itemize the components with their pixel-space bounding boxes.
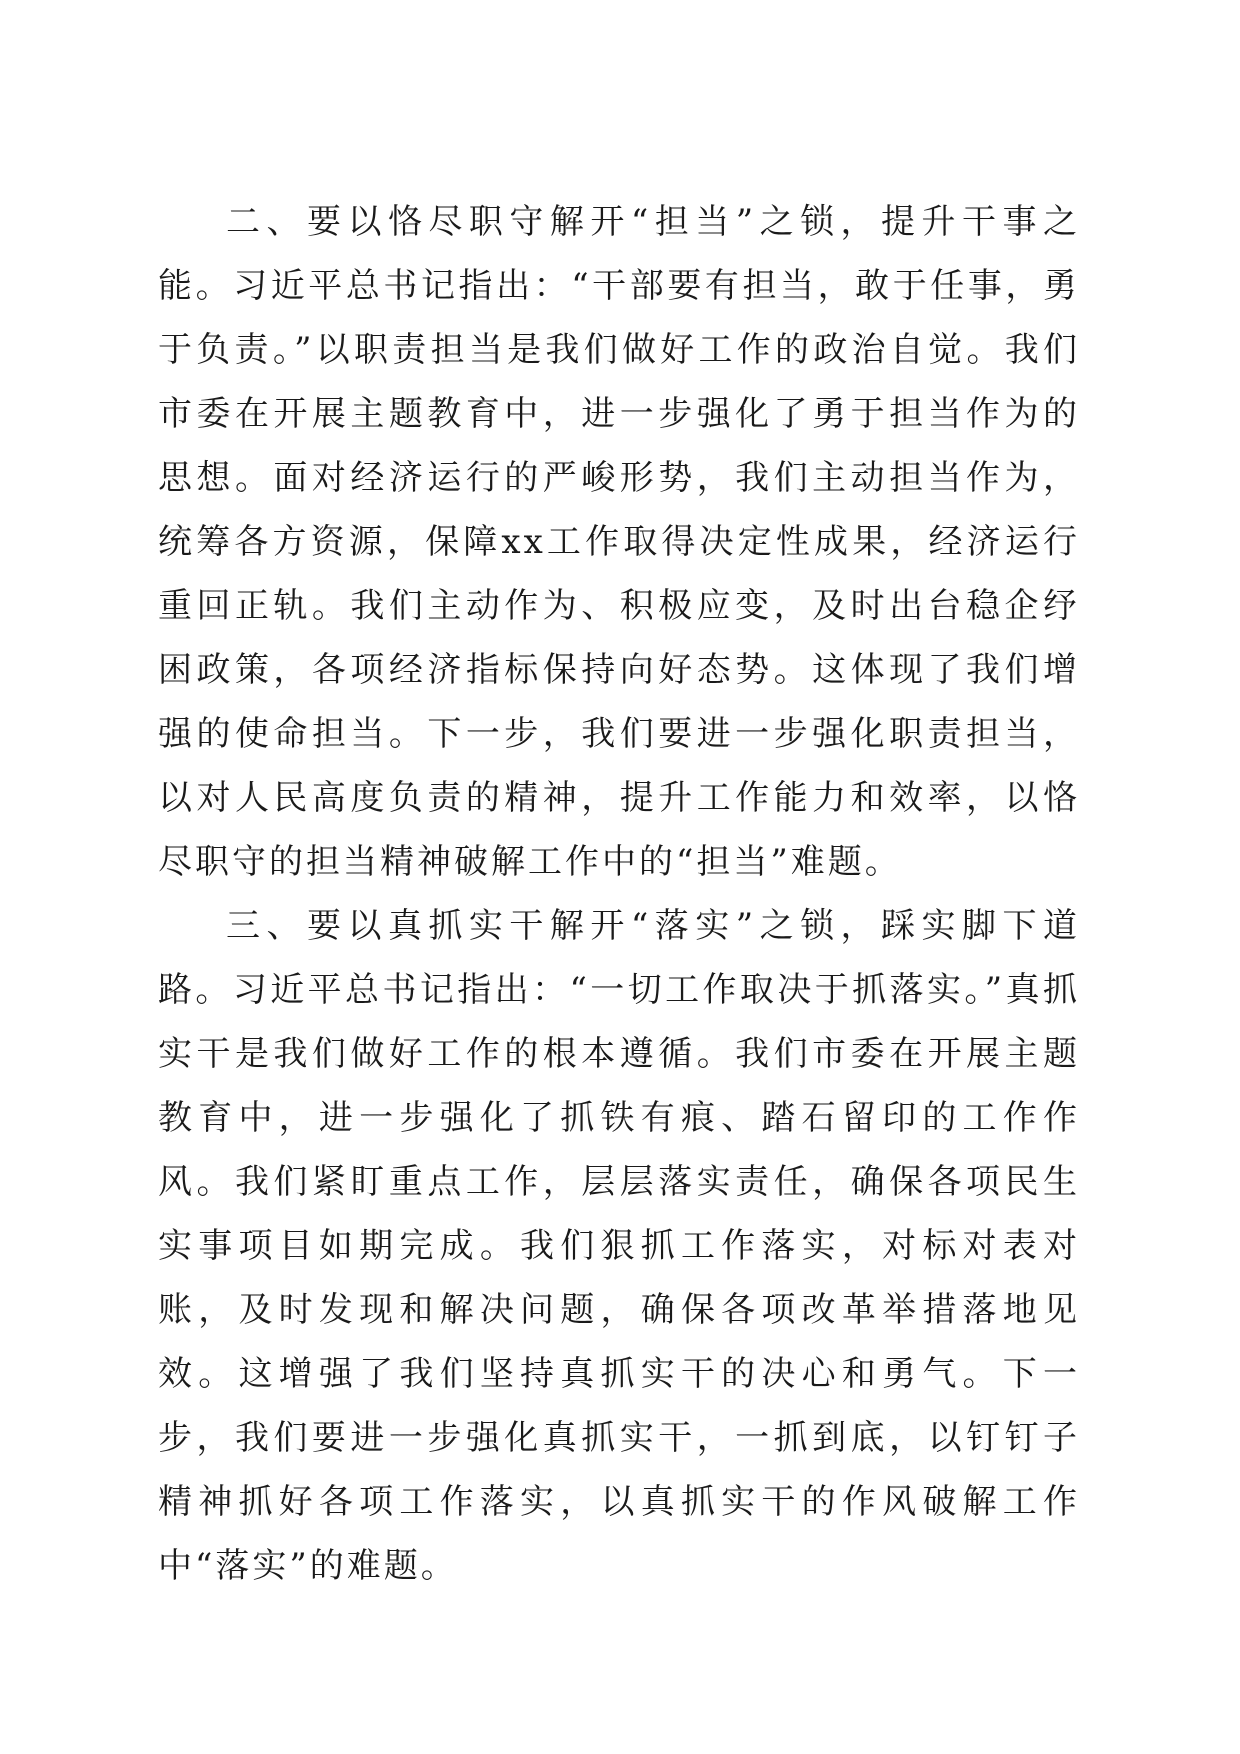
paragraph-2-responsibility: 二、要以恪尽职守解开“担当”之锁，提升干事之能。习近平总书记指出：“干部要有担当，敢于任事，勇于负责。”以职责担当是我们做好工作的政治自觉。我们市委在开展主题教育中，进一步强化了勇于担当作为的思想。面对经济运行的严峻形势，我们主动担当作为，统筹各方资源，保障xx工作取得决定性成果，经济运行重回正轨。我们主动作为、积极应变，及时出台稳企纾困政策，各项经济指标保持向好态势。这体现了我们增强的使命担当。下一步，我们要进一步强化职责担当，以对人民高度负责的精神，提升工作能力和效率，以恪尽职守的担当精神破解工作中的“担当”难题。 <box>158 202 1080 882</box>
document-body <box>158 190 1080 1598</box>
paragraph-3-implementation: 三、要以真抓实干解开“落实”之锁，踩实脚下道路。习近平总书记指出：“一切工作取决于抓落实。”真抓实干是我们做好工作的根本遵循。我们市委在开展主题教育中，进一步强化了抓铁有痕、踏石留印的工作作风。我们紧盯重点工作，层层落实责任，确保各项民生实事项目如期完成。我们狠抓工作落实，对标对表对账，及时发现和解决问题，确保各项改革举措落地见效。这增强了我们坚持真抓实干的决心和勇气。下一步，我们要进一步强化真抓实干，一抓到底，以钉钉子精神抓好各项工作落实，以真抓实干的作风破解工作中“落实”的难题。 <box>158 906 1080 1586</box>
